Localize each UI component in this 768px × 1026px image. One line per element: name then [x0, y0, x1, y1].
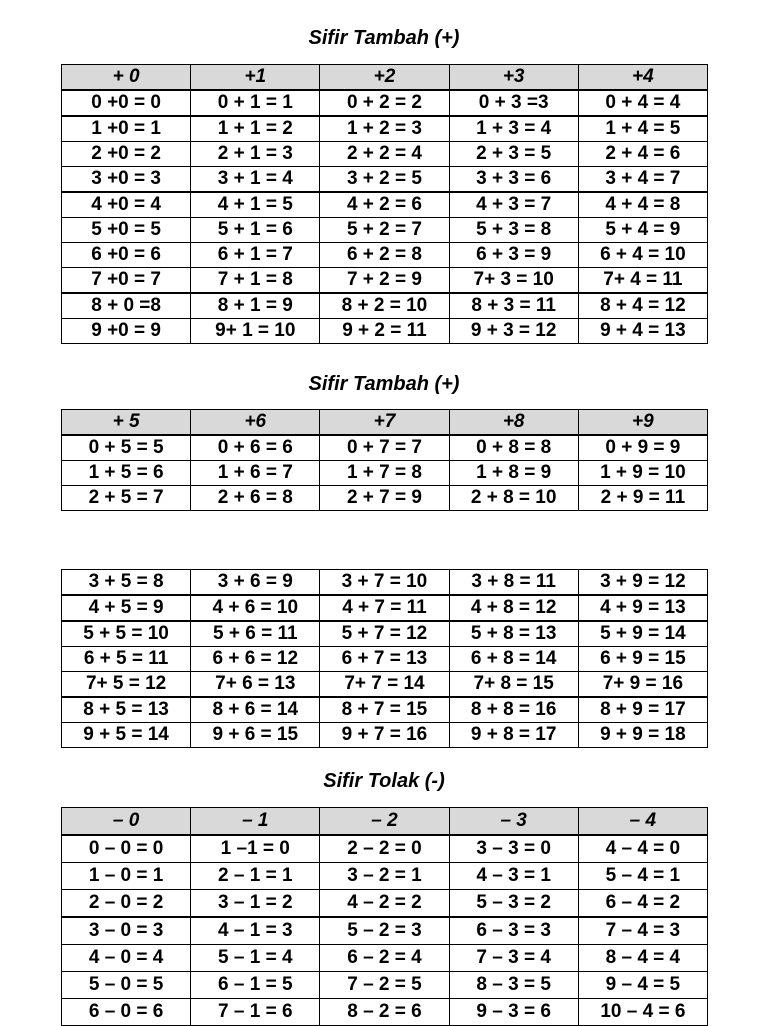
table-cell: 8 + 6 = 14: [191, 697, 320, 723]
table-row: [62, 293, 708, 319]
table-row: [62, 90, 708, 116]
table-cell: 2 + 9 = 11: [578, 486, 707, 511]
table-cell: 7 – 4 = 3: [578, 917, 707, 945]
table-cell: 3 + 8 = 11: [449, 570, 578, 596]
column-header: +7: [320, 410, 449, 436]
table-cell: 3 +0 = 3: [62, 167, 191, 193]
table-cell: 9+ 1 = 10: [191, 319, 320, 344]
table-cell: 8 + 8 = 16: [449, 697, 578, 723]
table-cell: 7 – 3 = 4: [449, 945, 578, 972]
table-cell: 6 – 1 = 5: [191, 972, 320, 999]
table-cell: 4 – 4 = 0: [578, 835, 707, 863]
table-cell: 5 – 1 = 4: [191, 945, 320, 972]
table-cell: 9 + 9 = 18: [578, 723, 707, 748]
header-row: [62, 410, 708, 436]
table-cell: 2 + 5 = 7: [62, 486, 191, 511]
table-cell: 7 – 1 = 6: [191, 999, 320, 1026]
table-cell: 8 + 2 = 10: [320, 293, 449, 319]
table-row: [62, 461, 708, 486]
table-cell: 0 + 9 = 9: [578, 435, 707, 461]
table-cell: 3 + 5 = 8: [62, 570, 191, 596]
table-cell: 3 + 6 = 9: [191, 570, 320, 596]
table-cell: 2 + 7 = 9: [320, 486, 449, 511]
table-cell: 0 + 3 =3: [449, 90, 578, 116]
table-row: [62, 672, 708, 698]
column-header: +8: [449, 410, 578, 436]
table-cell: 3 – 1 = 2: [191, 890, 320, 918]
table-row: [62, 486, 708, 511]
table-cell: 10 – 4 = 6: [578, 999, 707, 1026]
table-row: [62, 972, 708, 999]
table-cell: 2 + 4 = 6: [578, 142, 707, 167]
title-subtraction: Sifir Tolak (-): [323, 770, 445, 792]
table-cell: 9 + 5 = 14: [62, 723, 191, 748]
column-header: +2: [320, 65, 449, 91]
table-cell: 3 + 9 = 12: [578, 570, 707, 596]
table-cell: 9 – 4 = 5: [578, 972, 707, 999]
table-row: [62, 723, 708, 748]
addition-table-0-to-4: [61, 64, 708, 344]
column-header: +4: [578, 65, 707, 91]
table-cell: 4 – 3 = 1: [449, 863, 578, 890]
table-cell: 6 + 9 = 15: [578, 647, 707, 672]
table-cell: 8 – 4 = 4: [578, 945, 707, 972]
table-cell: 5 – 2 = 3: [320, 917, 449, 945]
table-cell: 6 +0 = 6: [62, 243, 191, 268]
table-cell: 5 + 7 = 12: [320, 621, 449, 647]
table-cell: 9 + 4 = 13: [578, 319, 707, 344]
table-cell: 8 – 2 = 6: [320, 999, 449, 1026]
table-cell: 5 + 4 = 9: [578, 218, 707, 243]
table-cell: 5 + 2 = 7: [320, 218, 449, 243]
subtraction-table-0-to-4: [61, 807, 708, 1026]
table-cell: 9 + 2 = 11: [320, 319, 449, 344]
table-cell: 7+ 4 = 11: [578, 268, 707, 294]
table-cell: 1 + 7 = 8: [320, 461, 449, 486]
table-cell: 6 – 4 = 2: [578, 890, 707, 918]
table-cell: 6 + 8 = 14: [449, 647, 578, 672]
table-cell: 5 – 3 = 2: [449, 890, 578, 918]
table-row: [62, 268, 708, 294]
table-cell: 2 + 6 = 8: [191, 486, 320, 511]
table-cell: 5 +0 = 5: [62, 218, 191, 243]
table-cell: 5 + 6 = 11: [191, 621, 320, 647]
table-cell: 5 + 5 = 10: [62, 621, 191, 647]
table-cell: 1 +0 = 1: [62, 116, 191, 142]
table-row: [62, 999, 708, 1026]
table-cell: 1 + 8 = 9: [449, 461, 578, 486]
table-cell: 8 + 4 = 12: [578, 293, 707, 319]
table-cell: 0 + 4 = 4: [578, 90, 707, 116]
table-cell: 8 + 1 = 9: [191, 293, 320, 319]
table-cell: 8 + 9 = 17: [578, 697, 707, 723]
column-header: – 4: [578, 808, 707, 836]
table-cell: 6 + 5 = 11: [62, 647, 191, 672]
table-cell: 4 + 4 = 8: [578, 192, 707, 218]
table-row: [62, 435, 708, 461]
column-header: +1: [191, 65, 320, 91]
table-row: [62, 890, 708, 918]
table-cell: 9 + 7 = 16: [320, 723, 449, 748]
table-cell: 5 – 0 = 5: [62, 972, 191, 999]
table-cell: 8 + 0 =8: [62, 293, 191, 319]
table-cell: 6 + 4 = 10: [578, 243, 707, 268]
table-cell: 0 + 8 = 8: [449, 435, 578, 461]
column-header: + 5: [62, 410, 191, 436]
table-cell: 8 – 3 = 5: [449, 972, 578, 999]
table-row: [62, 945, 708, 972]
table-cell: 0 – 0 = 0: [62, 835, 191, 863]
header-row: [62, 808, 708, 836]
table-cell: 0 + 7 = 7: [320, 435, 449, 461]
table-cell: 2 + 3 = 5: [449, 142, 578, 167]
table-cell: 7+ 5 = 12: [62, 672, 191, 698]
table-cell: 2 – 2 = 0: [320, 835, 449, 863]
table-cell: 2 – 0 = 2: [62, 890, 191, 918]
table-cell: 7 +0 = 7: [62, 268, 191, 294]
table-cell: 7+ 3 = 10: [449, 268, 578, 294]
table-cell: 4 + 7 = 11: [320, 595, 449, 621]
table-cell: 9 + 8 = 17: [449, 723, 578, 748]
table-row: [62, 595, 708, 621]
column-header: – 0: [62, 808, 191, 836]
table-cell: 9 – 3 = 6: [449, 999, 578, 1026]
table-cell: 1 – 0 = 1: [62, 863, 191, 890]
table-cell: 6 + 7 = 13: [320, 647, 449, 672]
table-cell: 0 +0 = 0: [62, 90, 191, 116]
table-row: [62, 243, 708, 268]
table-cell: 3 + 4 = 7: [578, 167, 707, 193]
table-cell: 2 + 8 = 10: [449, 486, 578, 511]
table-cell: 4 + 3 = 7: [449, 192, 578, 218]
table-row: [62, 647, 708, 672]
table-row: [62, 167, 708, 193]
table-cell: 7+ 6 = 13: [191, 672, 320, 698]
table-cell: 8 + 5 = 13: [62, 697, 191, 723]
table-cell: 4 +0 = 4: [62, 192, 191, 218]
table-cell: 7 + 2 = 9: [320, 268, 449, 294]
table-cell: 9 + 3 = 12: [449, 319, 578, 344]
table-cell: 1 + 4 = 5: [578, 116, 707, 142]
table-cell: 9 + 6 = 15: [191, 723, 320, 748]
table-cell: 0 + 2 = 2: [320, 90, 449, 116]
table-row: [62, 218, 708, 243]
title-addition-1: Sifir Tambah (+): [308, 27, 460, 49]
table-cell: 7 + 1 = 8: [191, 268, 320, 294]
table-row: [62, 319, 708, 344]
table-row: [62, 835, 708, 863]
table-cell: 7+ 7 = 14: [320, 672, 449, 698]
table-row: [62, 142, 708, 167]
table-cell: 7+ 9 = 16: [578, 672, 707, 698]
table-cell: 0 + 5 = 5: [62, 435, 191, 461]
table-cell: 4 – 1 = 3: [191, 917, 320, 945]
table-cell: 4 + 6 = 10: [191, 595, 320, 621]
table-cell: 6 + 1 = 7: [191, 243, 320, 268]
table-cell: 1 + 1 = 2: [191, 116, 320, 142]
table-cell: 4 – 0 = 4: [62, 945, 191, 972]
table-cell: 3 – 2 = 1: [320, 863, 449, 890]
table-cell: 1 + 3 = 4: [449, 116, 578, 142]
addition-table-5-to-9-continued: [61, 569, 708, 748]
table-row: [62, 116, 708, 142]
table-cell: 0 + 1 = 1: [191, 90, 320, 116]
table-cell: 6 + 6 = 12: [191, 647, 320, 672]
table-row: [62, 917, 708, 945]
table-cell: 3 + 2 = 5: [320, 167, 449, 193]
table-cell: 3 + 3 = 6: [449, 167, 578, 193]
title-addition-2: Sifir Tambah (+): [308, 373, 460, 395]
table-cell: 5 + 8 = 13: [449, 621, 578, 647]
table-cell: 1 + 9 = 10: [578, 461, 707, 486]
column-header: +3: [449, 65, 578, 91]
table-cell: 3 + 7 = 10: [320, 570, 449, 596]
column-header: +9: [578, 410, 707, 436]
table-cell: 4 + 9 = 13: [578, 595, 707, 621]
table-cell: 8 + 7 = 15: [320, 697, 449, 723]
addition-table-5-to-9: [61, 409, 708, 511]
table-cell: 1 + 5 = 6: [62, 461, 191, 486]
table-cell: 5 + 9 = 14: [578, 621, 707, 647]
header-row: [62, 65, 708, 91]
column-header: +6: [191, 410, 320, 436]
table-cell: 1 –1 = 0: [191, 835, 320, 863]
table-row: [62, 621, 708, 647]
column-header: – 3: [449, 808, 578, 836]
table-row: [62, 863, 708, 890]
table-cell: 4 + 5 = 9: [62, 595, 191, 621]
table-cell: 6 – 3 = 3: [449, 917, 578, 945]
table-cell: 8 + 3 = 11: [449, 293, 578, 319]
table-cell: 5 + 1 = 6: [191, 218, 320, 243]
table-cell: 2 – 1 = 1: [191, 863, 320, 890]
table-cell: 7+ 8 = 15: [449, 672, 578, 698]
table-cell: 1 + 2 = 3: [320, 116, 449, 142]
table-row: [62, 192, 708, 218]
table-cell: 4 – 2 = 2: [320, 890, 449, 918]
table-cell: 2 + 1 = 3: [191, 142, 320, 167]
table-cell: 3 – 3 = 0: [449, 835, 578, 863]
table-cell: 4 + 1 = 5: [191, 192, 320, 218]
table-cell: 7 – 2 = 5: [320, 972, 449, 999]
table-cell: 5 + 3 = 8: [449, 218, 578, 243]
table-cell: 2 + 2 = 4: [320, 142, 449, 167]
table-row: [62, 697, 708, 723]
table-cell: 4 + 8 = 12: [449, 595, 578, 621]
column-header: + 0: [62, 65, 191, 91]
column-header: – 1: [191, 808, 320, 836]
table-cell: 3 – 0 = 3: [62, 917, 191, 945]
table-cell: 3 + 1 = 4: [191, 167, 320, 193]
table-cell: 0 + 6 = 6: [191, 435, 320, 461]
table-cell: 6 + 2 = 8: [320, 243, 449, 268]
table-cell: 6 + 3 = 9: [449, 243, 578, 268]
table-cell: 4 + 2 = 6: [320, 192, 449, 218]
table-cell: 2 +0 = 2: [62, 142, 191, 167]
table-cell: 6 – 2 = 4: [320, 945, 449, 972]
table-cell: 9 +0 = 9: [62, 319, 191, 344]
column-header: – 2: [320, 808, 449, 836]
table-cell: 5 – 4 = 1: [578, 863, 707, 890]
table-row: [62, 570, 708, 596]
table-cell: 1 + 6 = 7: [191, 461, 320, 486]
table-cell: 6 – 0 = 6: [62, 999, 191, 1026]
